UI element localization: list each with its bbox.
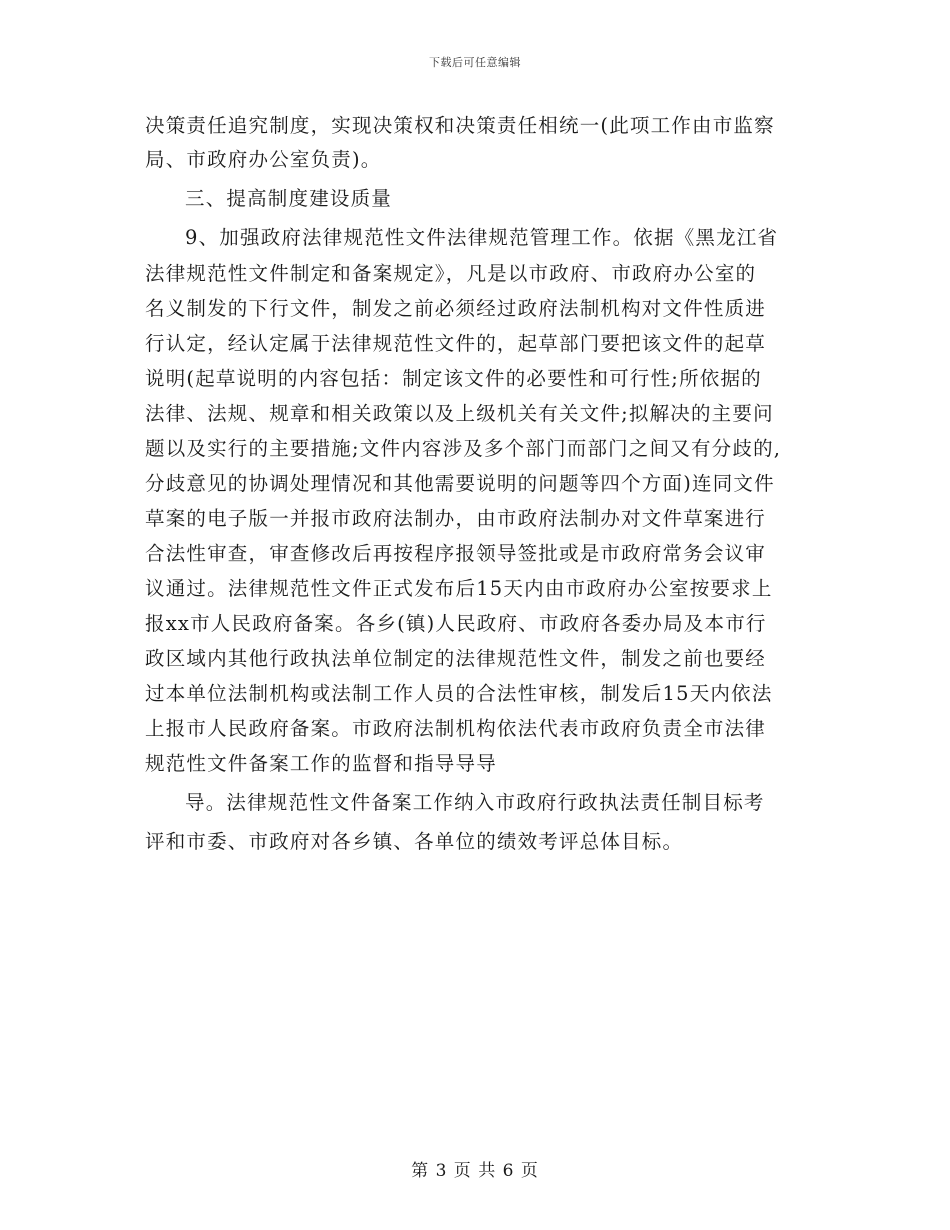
text-line: 名义制发的下行文件，制发之前必须经过政府法制机构对文件性质进 [145, 297, 767, 320]
text-line: 法律规范性文件制定和备案规定》，凡是以市政府、市政府办公室的 [145, 262, 757, 285]
text-line: 法律、法规、规章和相关政策以及上级机关有关文件;拟解决的主要问 [145, 402, 774, 425]
text-line: 局、市政府办公室负责)。 [145, 148, 382, 171]
text-line: 导。法律规范性文件备案工作纳入市政府行政执法责任制目标考 [185, 791, 765, 814]
text-line: 9、加强政府法律规范性文件法律规范管理工作。依据《黑龙江省 [185, 226, 779, 249]
text-line: 过本单位法制机构或法制工作人员的合法性审核，制发后15天内依法 [145, 682, 773, 705]
text-line: 评和市委、市政府对各乡镇、各单位的绩效考评总体目标。 [145, 830, 684, 853]
text-line: 分歧意见的协调处理情况和其他需要说明的问题等四个方面)连同文件 [145, 472, 775, 495]
page-header: 下载后可任意编辑 [429, 56, 521, 69]
section-heading: 三、提高制度建设质量 [185, 187, 393, 210]
text-line: 题以及实行的主要措施;文件内容涉及多个部门而部门之间又有分歧的, [145, 437, 782, 460]
page-footer: 第 3 页 共 6 页 [411, 1161, 539, 1181]
text-line: 上报市人民政府备案。市政府法制机构依法代表市政府负责全市法律 [145, 717, 767, 740]
text-line: 行认定，经认定属于法律规范性文件的，起草部门要把该文件的起草 [145, 332, 767, 355]
text-line: 草案的电子版一并报市政府法制办，由市政府法制办对文件草案进行 [145, 507, 767, 530]
text-line: 报xx市人民政府备案。各乡(镇)人民政府、市政府各委办局及本市行 [145, 612, 767, 635]
text-line: 议通过。法律规范性文件正式发布后15天内由市政府办公室按要求上 [145, 577, 773, 600]
text-line: 合法性审查，审查修改后再按程序报领导签批或是市政府常务会议审 [145, 542, 767, 565]
text-line: 说明(起草说明的内容包括：制定该文件的必要性和可行性;所依据的 [145, 367, 762, 390]
text-line: 决策责任追究制度，实现决策权和决策责任相统一(此项工作由市监察 [145, 114, 775, 137]
text-line: 规范性文件备案工作的监督和指导导导 [145, 752, 497, 775]
text-line: 政区域内其他行政执法单位制定的法律规范性文件，制发之前也要经 [145, 647, 767, 670]
